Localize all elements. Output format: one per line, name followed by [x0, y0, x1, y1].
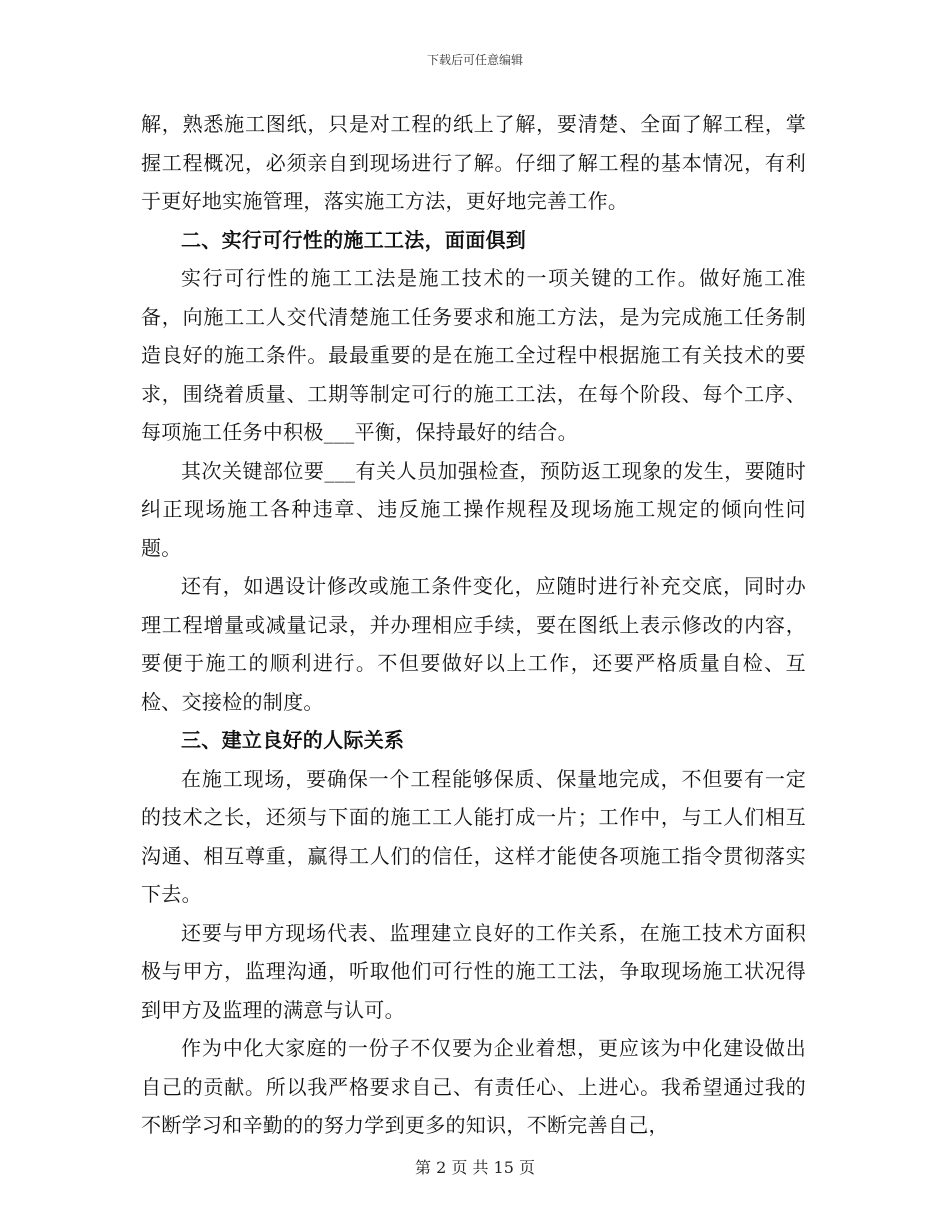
paragraph-continuation: 解，熟悉施工图纸，只是对工程的纸上了解，要清楚、全面了解工程，掌握工程概况，必须亲自到现场进行了解。仔细了解工程的基本情况，有利于更好地实施管理，落实施工方法，更好地完善工作。: [141, 112, 806, 213]
section-heading-3: 三、建立良好的人际关系: [181, 728, 405, 752]
page-header: 下载后可任意编辑: [426, 53, 523, 67]
page-number-footer: 第 2 页 共 15 页: [415, 1158, 535, 1177]
paragraph-client-relations: 还要与甲方现场代表、监理建立良好的工作关系，在施工技术方面积极与甲方，监理沟通，听取他们可行性的施工工法，争取现场施工状况得到甲方及监理的满意与认可。: [141, 920, 806, 1022]
paragraph-key-inspection: 其次关键部位要___有关人员加强检查，预防返工现象的发生，要随时纠正现场施工各种违章、违反施工操作规程及现场施工规定的倾向性问题。: [141, 458, 806, 560]
document-body: [141, 105, 806, 1145]
paragraph-design-change: 还有，如遇设计修改或施工条件变化，应随时进行补充交底，同时办理工程增量或减量记录，并办理相应手续，要在图纸上表示修改的内容，要便于施工的顺利进行。不但要做好以上工作，还要严格质量自检、互检、交接检的制度。: [141, 574, 806, 714]
paragraph-construction-method: 实行可行性的施工工法是施工技术的一项关键的工作。做好施工准备，向施工工人交代清楚施工任务要求和施工方法，是为完成施工任务制造良好的施工条件。最最重要的是在施工全过程中根据施工有关技术的要求，围绕着质量、工期等制定可行的施工工法，在每个阶段、每个工序、每项施工任务中积极___平衡，保持最好的结合。: [141, 266, 806, 444]
paragraph-worker-relations: 在施工现场，要确保一个工程能够保质、保量地完成，不但要有一定的技术之长，还须与下面的施工工人能打成一片；工作中，与工人们相互沟通、相互尊重，赢得工人们的信任，这样才能使各项施工指令贯彻落实下去。: [141, 766, 806, 906]
section-heading-2: 二、实行可行性的施工工法，面面俱到: [181, 227, 527, 252]
paragraph-personal-goal: 作为中化大家庭的一份子不仅要为企业着想，更应该为中化建设做出自己的贡献。所以我严格要求自己、有责任心、上进心。我希望通过我的不断学习和辛勤的的努力学到更多的知识，不断完善自己，: [141, 1036, 806, 1137]
